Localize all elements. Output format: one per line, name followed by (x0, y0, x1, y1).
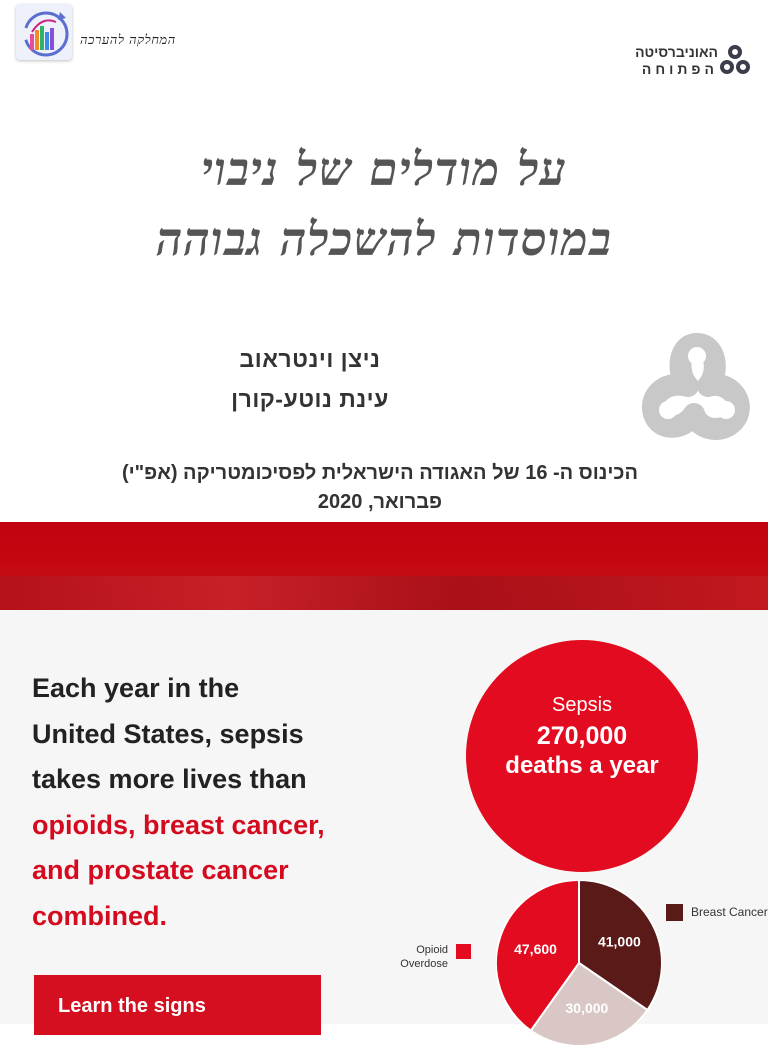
sepsis-label: Sepsis (551, 694, 613, 716)
university-name-line2: הפתוחה (641, 61, 718, 77)
author-name: ניצן וינטראוב (239, 346, 381, 372)
learn-the-signs-button[interactable]: Learn the signs (34, 975, 321, 1035)
conference-name: הכינוס ה- 16 של האגודה הישראלית לפסיכומטריקה (אפ"י) (121, 462, 638, 484)
pie-slice-label: 30,000 (565, 999, 609, 1016)
department-name: המחלקה להערכה (80, 33, 176, 48)
headline-line: Each year in the (32, 673, 240, 703)
banner-photo-strip (0, 576, 768, 610)
sepsis-stat-circle (466, 640, 698, 872)
sepsis-unit: deaths a year (505, 752, 659, 779)
university-logo-watermark-icon (628, 314, 766, 454)
university-name (600, 44, 718, 78)
legend-label-opioid-overdose: Opioid Overdose (400, 944, 448, 970)
headline-line: takes more lives than (32, 764, 307, 794)
pie-slice-label: 47,600 (514, 941, 557, 958)
legend-label-breast-cancer: Breast Cancer (691, 905, 768, 919)
conference-date: פברואר, 2020 (317, 491, 443, 513)
headline-line: United States, sepsis (32, 718, 304, 749)
author-name: עינת נוטע-קורן (231, 386, 389, 412)
legend-swatch-breast-cancer (666, 904, 683, 921)
bar-chart-icon (16, 4, 72, 60)
deaths-pie-chart (496, 880, 662, 1046)
university-name-line1: האוניברסיטה (635, 44, 718, 60)
infographic-headline (32, 666, 412, 939)
headline-line-highlight: and prostate cancer (32, 855, 289, 885)
open-university-logo-icon (720, 44, 750, 76)
headline-line-highlight: opioids, breast cancer, (32, 809, 325, 840)
slide-title-line2: במוסדות להשכלה גבוהה (155, 212, 613, 266)
department-logo (16, 4, 72, 60)
headline-line-highlight: combined. (32, 900, 168, 931)
slide-title-line1: על מודלים של ניבוי (201, 142, 567, 196)
pie-slice-label: 41,000 (597, 933, 641, 950)
legend-swatch-opioid-overdose (456, 944, 471, 959)
sepsis-value: 270,000 (536, 722, 628, 750)
